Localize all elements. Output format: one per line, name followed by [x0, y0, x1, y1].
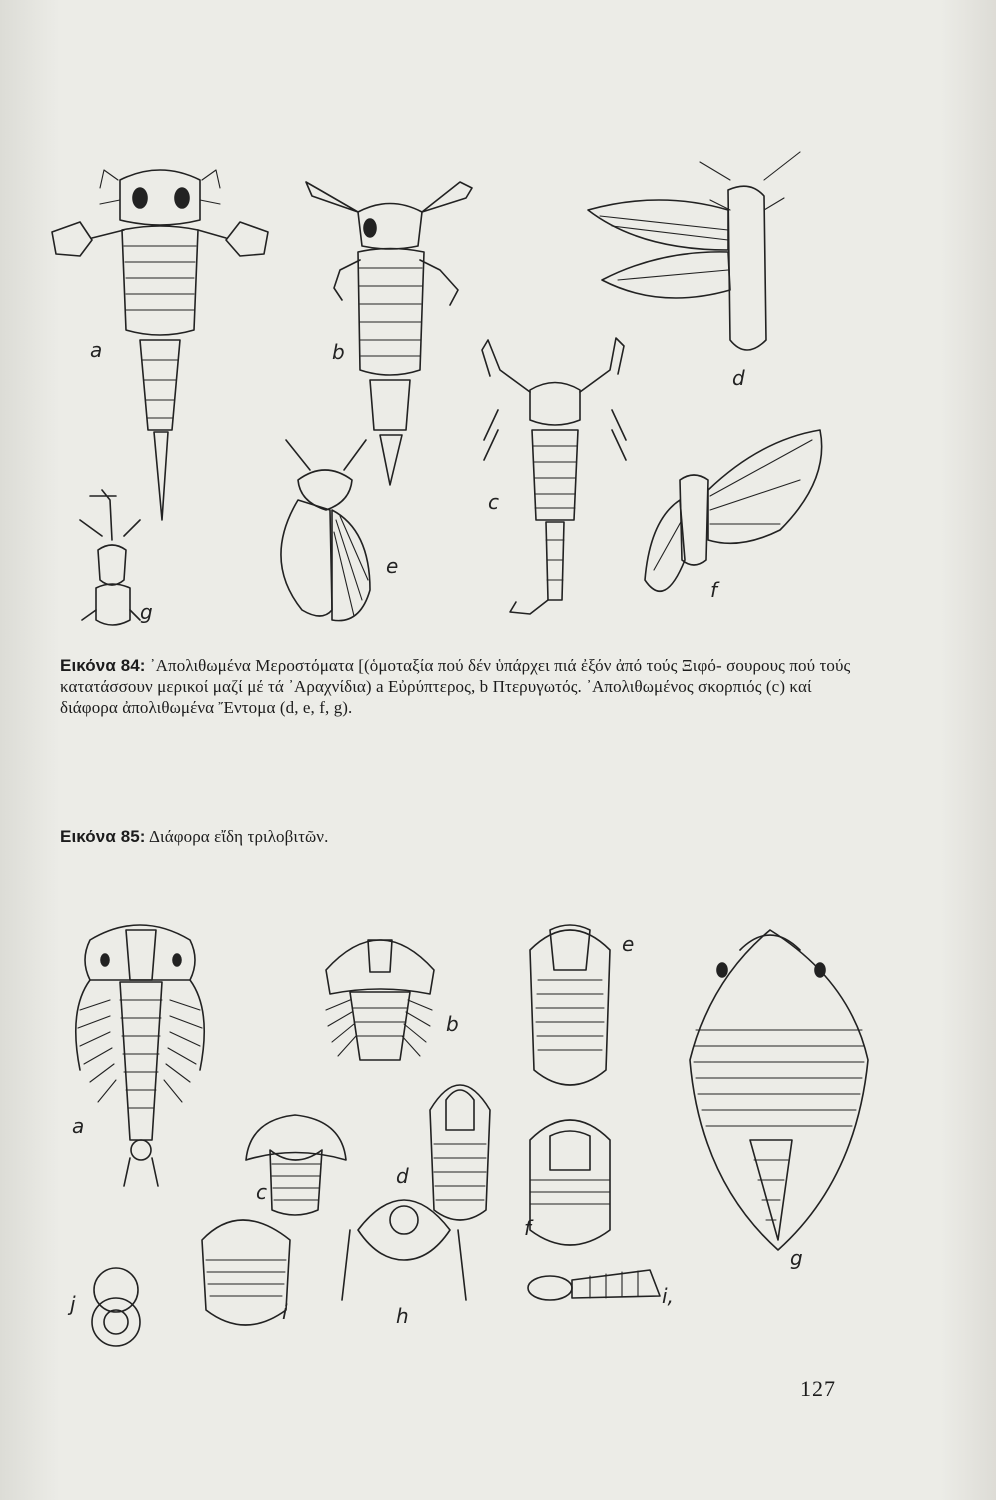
insect-g-drawing: [80, 490, 140, 625]
trilobite-i-drawing: [202, 1220, 290, 1325]
figure-85-label-d: d: [396, 1164, 409, 1188]
fossil-scorpion-drawing: [482, 338, 626, 614]
trilobite-d-drawing: [430, 1085, 490, 1220]
figure-85-label-c: c: [256, 1180, 267, 1204]
pterygotus-drawing: [306, 182, 472, 485]
figure-84-caption-text: ᾿Απολιθωμένα Μεροστόματα [(ὁμοταξία πού δέν ὑπάρχει πιά ἐξόν ἀπό τούς Ξιφό- σουρους πού τούς κατατάσσουν μερικοί μαζί μέ τά ᾿Αραχνίδια) a Εὐρύπτερος, b Πτερυγωτός. ᾿Απολιθωμένος σκορπιός (c) καί διάφορα ἀπολιθωμένα Ἔντομα (d, e, f, g).: [60, 656, 851, 717]
eurypterid-drawing: [52, 170, 268, 520]
page-number: 127: [800, 1376, 836, 1401]
figure-84-caption: [60, 655, 860, 718]
figure-84-label-b: b: [332, 340, 345, 364]
insect-f-drawing: [645, 430, 822, 591]
figure-84-label-e: e: [386, 554, 399, 578]
figure-84-label-a: a: [90, 338, 103, 362]
trilobite-f-drawing: [530, 1120, 610, 1245]
figure-85-caption: [60, 826, 860, 847]
figure-85-label-f: f: [524, 1216, 532, 1240]
figure-85-label-e: e: [622, 932, 635, 956]
trilobite-e-drawing: [530, 925, 610, 1085]
trilobite-h-drawing: [342, 1200, 466, 1300]
figure-84-illustrations: [40, 140, 860, 650]
figure-85-illustrations: [50, 900, 880, 1350]
figure-85-label-g: g: [790, 1246, 803, 1270]
figure-84-label-f: f: [710, 578, 718, 602]
trilobite-i-prime-drawing: [528, 1270, 660, 1300]
trilobite-g-drawing: [690, 930, 868, 1250]
figure-85-caption-text: Διάφορα εἴδη τριλοβιτῶν.: [148, 827, 329, 846]
figure-85-label-i-prime: i,: [662, 1284, 674, 1308]
figure-84-label-c: c: [488, 490, 499, 514]
insect-e-drawing: [281, 440, 370, 621]
trilobite-b-drawing: [326, 940, 434, 1060]
trilobite-a-drawing: [76, 925, 204, 1186]
figure-85-label-b: b: [446, 1012, 459, 1036]
figure-85-label-j: j: [70, 1292, 76, 1316]
figure-85-label-i: i: [282, 1300, 288, 1324]
trilobite-j-drawing: [92, 1268, 140, 1346]
figure-84-lead: Εικόνα 84:: [60, 656, 146, 675]
figure-85-label-a: a: [72, 1114, 85, 1138]
figure-84-label-d: d: [732, 366, 745, 390]
winged-insect-d-drawing: [588, 152, 800, 350]
figure-85-lead: Εικόνα 85:: [60, 827, 146, 846]
figure-85-label-h: h: [396, 1304, 409, 1328]
figure-84-label-g: g: [140, 600, 153, 624]
